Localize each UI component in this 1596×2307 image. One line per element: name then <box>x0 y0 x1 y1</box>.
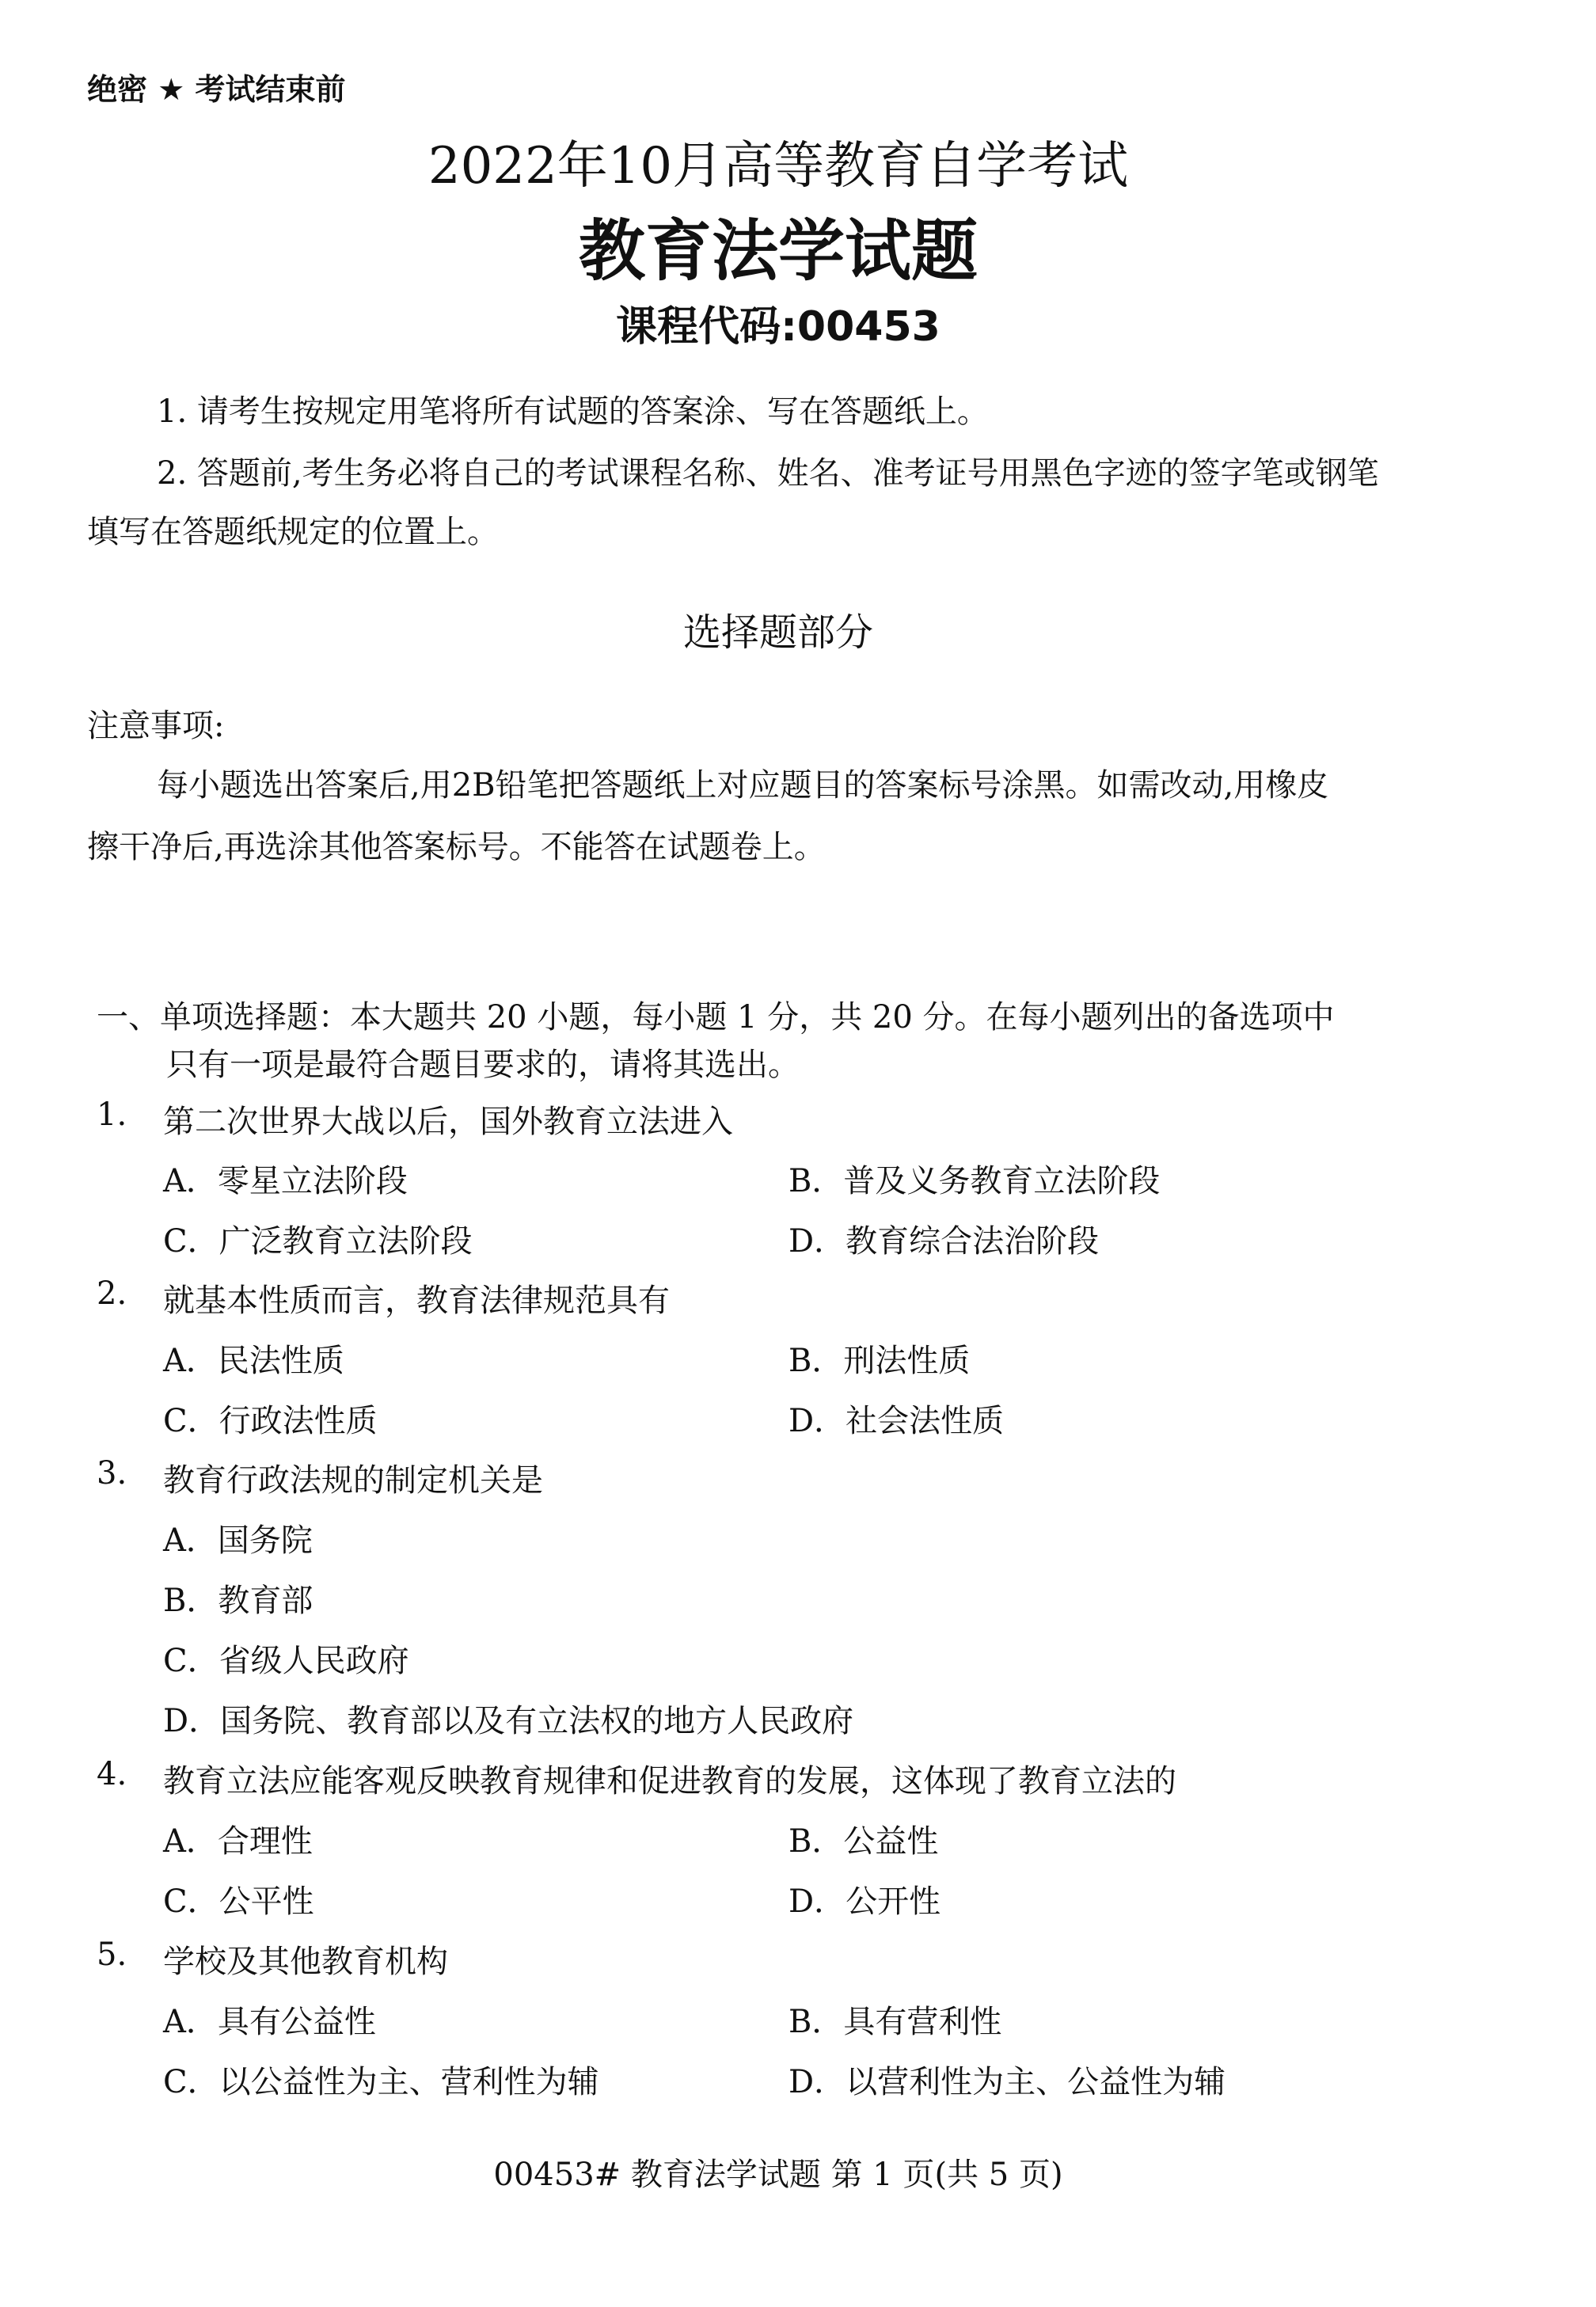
option-a: A．零星立法阶段 <box>163 1163 408 1199</box>
part-heading-continued: 只有一项是最符合题目要求的，请将其选出。 <box>166 1047 800 1083</box>
exam-title: 2022年10月高等教育自学考试 <box>428 137 1129 196</box>
option-d: D．以营利性为主、公益性为辅 <box>788 2064 1226 2100</box>
option-b: B．刑法性质 <box>788 1343 971 1379</box>
part-heading: 一、单项选择题：本大题共 20 小题，每小题 1 分，共 20 分。在每小题列出的备选项中 <box>97 999 1335 1036</box>
question-number: 1. <box>97 1096 127 1133</box>
instruction-1: 1. 请考生按规定用笔将所有试题的答案涂、写在答题纸上。 <box>157 393 989 430</box>
option-a: A．民法性质 <box>163 1343 344 1379</box>
option-d: D．教育综合法治阶段 <box>788 1223 1100 1260</box>
option-c: C．以公益性为主、营利性为辅 <box>163 2064 599 2100</box>
option-c: C．省级人民政府 <box>163 1643 409 1679</box>
question-number: 5. <box>97 1936 127 1973</box>
notice-label: 注意事项: <box>87 708 225 744</box>
question-number: 3. <box>97 1455 127 1492</box>
option-b: B．教育部 <box>163 1583 314 1619</box>
page-footer: 00453# 教育法学试题 第 1 页(共 5 页) <box>493 2157 1063 2193</box>
question-number: 4. <box>97 1756 127 1792</box>
question-text: 教育立法应能客观反映教育规律和促进教育的发展，这体现了教育立法的 <box>163 1763 1176 1800</box>
notice-text-1: 每小题选出答案后,用2B铅笔把答题纸上对应题目的答案标号涂黑。如需改动,用橡皮 <box>157 767 1329 804</box>
notice-text-2: 擦干净后,再选涂其他答案标号。不能答在试题卷上。 <box>87 829 826 865</box>
paper-title: 教育法学试题 <box>578 212 978 290</box>
option-d: D．国务院、教育部以及有立法权的地方人民政府 <box>163 1703 854 1739</box>
course-code: 课程代码:00453 <box>616 303 940 351</box>
section-heading: 选择题部分 <box>682 610 873 655</box>
option-a: A．合理性 <box>163 1823 313 1860</box>
instruction-2-continued: 填写在答题纸规定的位置上。 <box>87 514 499 550</box>
option-c: C．公平性 <box>163 1883 314 1920</box>
question-text: 教育行政法规的制定机关是 <box>163 1462 543 1499</box>
option-c: C．广泛教育立法阶段 <box>163 1223 473 1260</box>
question-text: 第二次世界大战以后，国外教育立法进入 <box>163 1104 733 1140</box>
option-a: A．具有公益性 <box>163 2004 376 2040</box>
option-d: D．公开性 <box>788 1883 941 1920</box>
option-c: C．行政法性质 <box>163 1403 378 1439</box>
option-d: D．社会法性质 <box>788 1403 1005 1439</box>
question-number: 2. <box>97 1275 127 1312</box>
question-text: 就基本性质而言，教育法律规范具有 <box>163 1283 670 1319</box>
question-text: 学校及其他教育机构 <box>163 1944 448 1980</box>
option-a: A．国务院 <box>163 1522 313 1559</box>
option-b: B．具有营利性 <box>788 2004 1002 2040</box>
confidential-label: 绝密 ★ 考试结束前 <box>87 72 346 107</box>
option-b: B．公益性 <box>788 1823 939 1860</box>
option-b: B．普及义务教育立法阶段 <box>788 1163 1161 1199</box>
instruction-2: 2. 答题前,考生务必将自己的考试课程名称、姓名、准考证号用黑色字迹的签字笔或钢笔 <box>157 455 1379 492</box>
